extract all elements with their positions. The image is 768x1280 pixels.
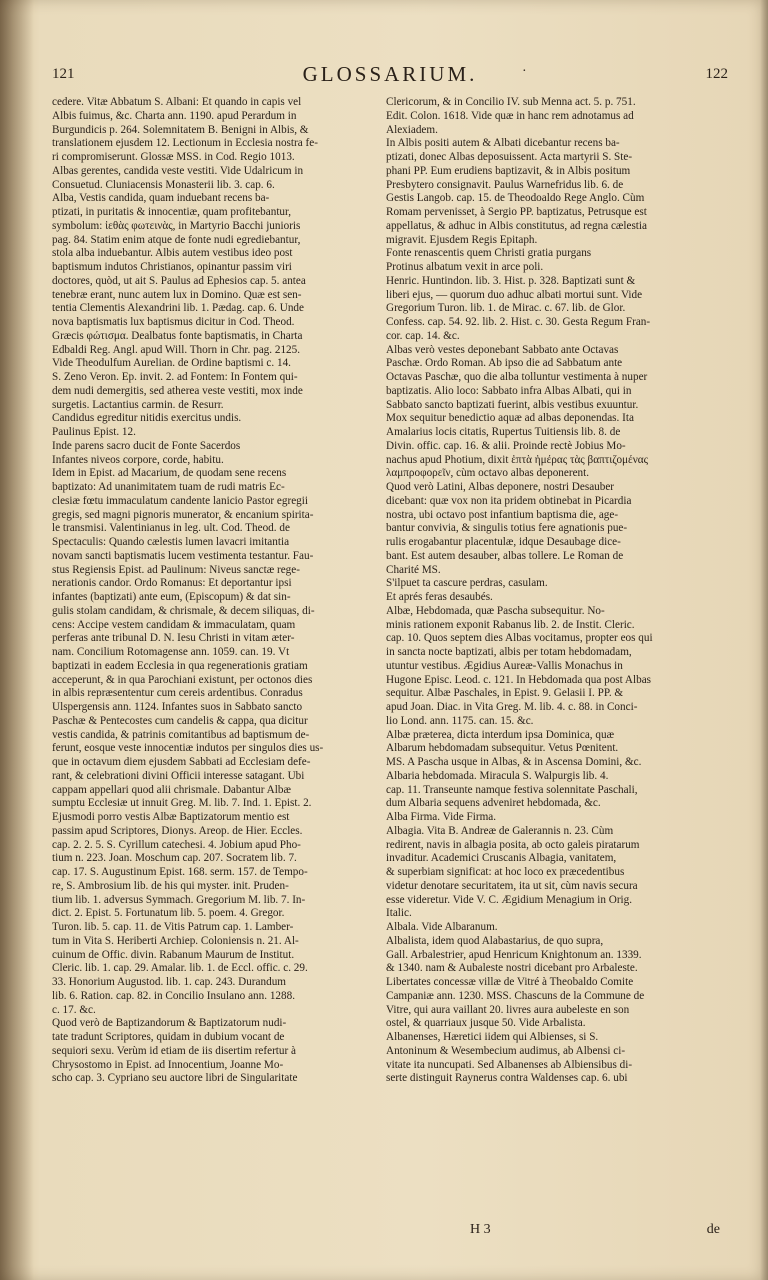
text-line: Albas gerentes, candida veste vestiti. Vide Udalricum in — [52, 164, 304, 177]
text-line: Libertates concessæ villæ de Vitré à Theobaldo Comite — [386, 976, 634, 988]
text-line: Gestis Langob. cap. 15. de Theodoaldo Rege Anglo. Cùm — [386, 192, 645, 205]
text-line: clesiæ fœtu immaculatum candente lanicio Pastor egregii — [52, 494, 308, 507]
text-line: Italic. — [386, 907, 412, 920]
text-line: Confess. cap. 54. 92. lib. 2. Hist. c. 30. Gesta Regum Fran- — [386, 316, 651, 328]
text-line: Octavas Paschæ, quo die alba tolluntur vestimenta à nuper — [386, 371, 648, 383]
text-line: Henric. Huntindon. lib. 3. Hist. p. 328. Baptizati sunt & — [386, 274, 636, 287]
text-line: cens: Accipe vestem candidam & immaculatam, quam — [52, 618, 296, 631]
text-line: baptizato: Ad unanimitatem tuam de rudi matris Ec- — [52, 481, 285, 493]
left-text-column — [52, 96, 378, 1086]
text-line: tum in Vita S. Heriberti Archiep. Coloniensis n. 21. Al- — [52, 934, 299, 947]
text-line: Edbaldi Reg. Angl. apud Will. Thorn in Chr. pag. 2125. — [52, 343, 301, 356]
text-line: Albaria hebdomada. Miracula S. Walpurgis lib. 4. — [386, 769, 609, 782]
text-line: serte distinguit Raynerus contra Waldenses cap. 6. ubi — [386, 1072, 628, 1085]
right-text-column — [386, 96, 726, 1086]
text-line: in sancta nocte baptizati, albis per totam hebdomadam, — [386, 646, 632, 658]
text-line: Presbytero consignavit. Paulus Warnefridus lib. 6. de — [386, 178, 624, 191]
page-number-left: 121 — [52, 66, 75, 82]
text-line: Albalista, idem quod Alabastarius, de quo supra, — [386, 934, 604, 947]
text-line: utuntur vestibus. Ægidius Aureæ-Vallis Monachus in — [386, 659, 623, 672]
text-line: Campaniæ ann. 1230. MSS. Chascuns de la Commune de — [386, 989, 645, 1002]
text-line: tium n. 223. Joan. Moschum cap. 207. Socratem lib. 7. — [52, 852, 297, 865]
text-line: Charité MS. — [386, 563, 441, 576]
text-line: dicebant: quæ vox non ita pridem obtinebat in Picardia — [386, 494, 632, 507]
text-line: Hugone Episc. Leod. c. 121. In Hebdomada qua post Albas — [386, 673, 652, 686]
text-line: baptismum indutos Christianos, opinantur passim viri — [52, 261, 292, 273]
text-line: stus Regiensis Epist. ad Paulinum: Niveus sanctæ rege- — [52, 563, 300, 576]
text-line: apud Joan. Diac. in Vita Greg. M. lib. 4. c. 88. in Conci- — [386, 701, 638, 713]
text-line: 33. Honorium Augustod. lib. 1. cap. 243. Durandum — [52, 976, 286, 988]
text-line: S'ilpuet ta cascure perdras, casulam. — [386, 577, 548, 590]
text-line: nam. Concilium Rotomagense ann. 1059. can. 19. Vt — [52, 646, 290, 658]
text-line: nostra, ubi octavo post infantium baptisma die, age- — [386, 508, 619, 521]
text-line: c. 17. &c. — [52, 1003, 96, 1016]
text-line: bantur convivia, & singulis totius fere agnationis pue- — [386, 522, 628, 535]
catchword: de — [706, 1222, 720, 1237]
text-line: perferas ante tribunal D. N. Iesu Christi in vitam æter- — [52, 632, 295, 645]
text-line: Gall. Arbalestrier, apud Henricum Knightonum an. 1339. — [386, 948, 642, 961]
text-line: appellatus, & adhuc in Albis constitutus, ad regna cælestia — [386, 219, 647, 232]
text-line: Ejusmodi porro vestis Albæ Baptizatorum mentio est — [52, 811, 290, 823]
text-line: Candidus egreditur nitidis exercitus undis. — [52, 412, 242, 425]
text-line: baptizatis. Alio loco: Sabbato infra Albas Albati, qui in — [386, 384, 632, 397]
text-line: vestis candida, & patrinis comitantibus ad baptismum de- — [52, 728, 310, 741]
text-line: migravit. Ejusdem Regis Epitaph. — [386, 233, 538, 246]
text-line: videtur denotare securitatem, ita ut sit, cùm navis secura — [386, 879, 638, 892]
text-line: Albala. Vide Albaranum. — [386, 921, 498, 933]
text-line: bant. Est autem desauber, albas tollere. Le Roman de — [386, 549, 624, 562]
text-line: Amalarius locis citatis, Rupertus Tuitiensis lib. 8. de — [386, 426, 621, 438]
text-line: In Albis positi autem & Albati dicebantur recens ba- — [386, 137, 620, 150]
text-line: Fonte renascentis quem Christi gratia purgans — [386, 247, 592, 260]
book-gutter-shadow — [0, 0, 34, 1280]
text-line: Albis fuimus, &c. Charta ann. 1190. apud Perardum in — [52, 109, 297, 122]
text-line: tentia Clementis Alexandrini lib. 1. Pædag. cap. 6. Unde — [52, 302, 304, 315]
text-line: scho cap. 3. Cypriano seu auctore libri de Singularitate — [52, 1072, 298, 1085]
text-line: lio Lond. ann. 1175. can. 15. &c. — [386, 714, 534, 727]
signature-mark: H 3 — [470, 1222, 491, 1237]
text-line: surgetis. Lactantius carmin. de Resurr. — [52, 398, 224, 411]
page-number-right: 122 — [705, 66, 728, 82]
text-line: Idem in Epist. ad Macarium, de quodam sene recens — [52, 467, 287, 480]
text-line: & superbiam significat: at hoc loco ex præcedentibus — [386, 866, 625, 878]
text-line: MS. A Pascha usque in Albas, & in Ascensa Domini, &c. — [386, 756, 642, 768]
text-line: infantes (baptizati) ante eum, (Episcopum) & dat sin- — [52, 591, 291, 603]
text-line: Turon. lib. 5. cap. 11. de Vitis Patrum cap. 1. Lamber- — [52, 921, 294, 933]
text-line: ostel, & quarriaux jusque 50. Vide Arbalista. — [386, 1017, 586, 1030]
text-line: Vide Theodulfum Aurelian. de Ordine baptismi c. 14. — [52, 357, 291, 370]
text-line: Albæ, Hebdomada, quæ Pascha subsequitur. No- — [386, 604, 605, 617]
text-line: vitate ita nuncupati. Sed Albanenses ab Albiensibus di- — [386, 1058, 633, 1071]
text-line: rant, & celebrationi divini Officii interesse satagant. Ubi — [52, 769, 305, 782]
text-line: Edit. Colon. 1618. Vide quæ in hanc rem adnotamus ad — [386, 109, 634, 122]
text-line: Gregorium Turon. lib. 1. de Mirac. c. 67. lib. de Glor. — [386, 302, 626, 315]
text-line: cap. 17. S. Augustinum Epist. 168. serm. 157. de Tempo- — [52, 866, 308, 878]
text-line: phani PP. Eum erudiens baptizavit, & in Albis positum — [386, 164, 631, 177]
text-line: cap. 10. Quos septem dies Albas vocitamus, propter eos qui — [386, 632, 653, 645]
text-line: sequitur. Albæ Paschales, in Epist. 9. Gelasii I. PP. & — [386, 687, 624, 700]
text-line: Vitre, qui aura vaillant 20. livres aura aubeleste en son — [386, 1003, 630, 1016]
text-line: Et aprés feras desaubés. — [386, 591, 493, 603]
text-line: redirent, navis in albagia posita, ab octo galeis piratarum — [386, 838, 640, 851]
text-line: Divin. offic. cap. 16. & alii. Proinde rectè Jobius Mo- — [386, 439, 626, 452]
page-edge-shadow — [760, 0, 768, 1280]
text-line: doctores, quòd, ut ait S. Paulus ad Ephesios cap. 5. antea — [52, 274, 306, 287]
text-line: minis rationem exponit Rabanus lib. 2. de Instit. Cleric. — [386, 618, 635, 631]
text-line: re, S. Ambrosium lib. de his qui myster. init. Pruden- — [52, 879, 289, 892]
text-line: passim apud Scriptores, Dionys. Areop. de Hier. Eccles. — [52, 824, 303, 837]
text-line: invaditur. Academici Cruscanis Albagia, vanitatem, — [386, 852, 617, 865]
text-line: nerationis candor. Ordo Romanus: Et deportantur ipsi — [52, 577, 292, 590]
text-line: sequiori sexu. Verùm id etiam de iis disertim refertur à — [52, 1044, 296, 1057]
text-line: Paschæ & Pentecostes cum candelis & cappa, qua dicitur — [52, 714, 308, 727]
text-line: rulis erogabantur placentulæ, idque Desaubage dice- — [386, 536, 621, 548]
text-line: stola alba induebantur. Albis autem vestibus ideo post — [52, 247, 293, 260]
text-line: gregis, sed magni pignoris munerator, & encanium spirita- — [52, 508, 314, 521]
text-line: Alba Firma. Vide Firma. — [386, 811, 497, 823]
text-line: Chrysostomo in Epist. ad Innocentium, Joanne Mo- — [52, 1058, 284, 1071]
text-line: Spectaculis: Quando cælestis lumen lavacri imitantia — [52, 536, 290, 548]
text-line: cap. 11. Transeunte namque festiva solennitate Paschali, — [386, 783, 638, 796]
text-line: Sabbato sancto baptizati fuerint, albis vestibus exuuntur. — [386, 398, 639, 411]
text-line: Quod verò de Baptizandorum & Baptizatorum nudi- — [52, 1017, 287, 1030]
text-line: Romam pervenisset, à Sergio PP. baptizatus, Petrusque est — [386, 206, 647, 218]
text-line: Albas verò vestes deponebant Sabbato ante Octavas — [386, 343, 619, 356]
text-line: tate tradunt Scriptores, quidam in dubium vocant de — [52, 1031, 285, 1043]
text-line: cedere. Vitæ Abbatum S. Albani: Et quando in capis vel — [52, 96, 302, 108]
text-line: translationem ejusdem 12. Lectionum in Ecclesia nostra fe- — [52, 137, 318, 150]
text-line: Protinus albatum vexit in arce poli. — [386, 261, 544, 273]
text-line: ptizati, in puritatis & innocentiæ, quam profitebantur, — [52, 206, 292, 218]
text-line: ferunt, eosque veste innocentiæ indutos per singulos dies us- — [52, 742, 324, 755]
text-line: Albarum hebdomadam subsequitur. Vetus Pœnitent. — [386, 742, 619, 755]
text-line: baptizati in eadem Ecclesia in qua regenerationis gratiam — [52, 659, 308, 672]
text-line: Clericorum, & in Concilio IV. sub Menna act. 5. p. 751. — [386, 96, 636, 108]
text-line: in albis repræsententur cum cereis ardentibus. Conradus — [52, 687, 303, 700]
text-line: Græcis φώτισμα. Dealbatus fonte baptismatis, in Charta — [52, 329, 303, 342]
text-line: lib. 6. Ration. cap. 82. in Concilio Insulano ann. 1288. — [52, 989, 295, 1002]
text-line: Paulinus Epist. 12. — [52, 426, 136, 438]
text-line: Quod verò Latini, Albas deponere, nostri Desauber — [386, 481, 615, 493]
text-line: Infantes niveos corpore, corde, habitu. — [52, 453, 224, 466]
text-line: Albanenses, Hæretici iidem qui Albienses, si S. — [386, 1031, 599, 1043]
text-line: novam sancti baptismatis lucem vestimenta testantur. Fau- — [52, 549, 314, 562]
text-line: acceperunt, & in qua Parochiani existunt, per octonos dies — [52, 673, 313, 686]
text-line: Cleric. lib. 1. cap. 29. Amalar. lib. 1. de Eccl. offic. c. 29. — [52, 962, 308, 975]
text-line: sumptu Ecclesiæ ut innuit Greg. M. lib. 7. Ind. 1. Epist. 2. — [52, 797, 312, 810]
text-line: dem nudi demergitis, sed atherea veste vestiti, mox inde — [52, 384, 303, 397]
header-mark: · — [522, 64, 527, 79]
text-line: Antoninum & Wesembecium audimus, ab Albensi ci- — [386, 1044, 626, 1057]
text-line: cappam appellari quod alii chrismale. Dabantur Albæ — [52, 783, 291, 796]
text-line: ptizati, donec Albas deposuissent. Acta martyrii S. Ste- — [386, 151, 633, 163]
text-line: Mox sequitur benedictio aquæ ad albas deponendas. Ita — [386, 412, 634, 425]
text-line: cap. 2. 2. 5. S. Cyrillum catechesi. 4. Jobium apud Pho- — [52, 838, 301, 851]
text-line: & 1340. nam & Aubaleste nostri dicebant pro Arbaleste. — [386, 962, 638, 975]
text-line: dict. 2. Epist. 5. Fortunatum lib. 5. poem. 4. Gregor. — [52, 907, 285, 920]
text-line: symbolum: ἱεθὰς φωτεινὰς, in Martyrio Bacchi junioris — [52, 219, 301, 232]
text-line: Alexiadem. — [386, 123, 438, 136]
text-line: Burgundicis p. 264. Solemnitatem B. Benigni in Albis, & — [52, 123, 309, 136]
text-line: tenebræ erant, nunc autem lux in Domino. Quæ est sen- — [52, 288, 302, 301]
text-line: liberi ejus, — quorum duo adhuc albati mortui sunt. Vide — [386, 288, 643, 301]
text-line: S. Zeno Veron. Ep. invit. 2. ad Fontem: In Fontem qui- — [52, 371, 298, 383]
text-line: nova baptismatis lux baptismus dicitur in Cod. Theod. — [52, 316, 295, 328]
text-line: que in octavum diem ejusdem Sabbati ad Ecclesiam defe- — [52, 756, 311, 768]
text-line: Albæ præterea, dicta interdum ipsa Dominica, quæ — [386, 728, 615, 741]
text-line: cor. cap. 14. &c. — [386, 329, 460, 342]
text-line: Ulspergensis ann. 1124. Infantes suos in Sabbato sancto — [52, 701, 303, 713]
text-line: pag. 84. Statim enim atque de fonte nudi egrediebantur, — [52, 233, 301, 246]
running-head-title: GLOSSARIUM. — [302, 62, 478, 86]
text-line: λαμπροφορεῖν, cùm octavo albas deponerent. — [386, 467, 590, 480]
text-line: esse videretur. Vide V. C. Ægidium Menagium in Orig. — [386, 893, 633, 906]
text-line: cuinum de Offic. divin. Rabanum Maurum de Institut. — [52, 948, 295, 961]
text-line: gulis stolam candidam, & chrismale, & decem siliquas, di- — [52, 604, 315, 617]
page-footer — [470, 1222, 740, 1242]
text-line: tium lib. 1. adversus Symmach. Gregorium M. lib. 7. In- — [52, 893, 306, 906]
text-line: nachus apud Photium, dixit ἑπτὰ ἡμέρας τὰς βαπτιζομένας — [386, 453, 649, 466]
text-line: le transmisi. Valentinianus in leg. ult. Cod. Theod. de — [52, 522, 290, 535]
text-line: dum Albaria sequens adveniret hebdomada, &c. — [386, 797, 601, 810]
text-line: Albagia. Vita B. Andreæ de Galerannis n. 23. Cùm — [386, 824, 614, 837]
text-line: Alba, Vestis candida, quam induebant recens ba- — [52, 192, 270, 205]
text-line: ri compromiserunt. Glossæ MSS. in Cod. Regio 1013. — [52, 151, 295, 163]
text-line: Consuetud. Cluniacensis Monasterii lib. 3. cap. 6. — [52, 178, 275, 191]
text-line: Paschæ. Ordo Roman. Ab ipso die ad Sabbatum ante — [386, 357, 623, 370]
text-line: Inde parens sacro ducit de Fonte Sacerdos — [52, 439, 241, 452]
page-header — [52, 62, 728, 88]
